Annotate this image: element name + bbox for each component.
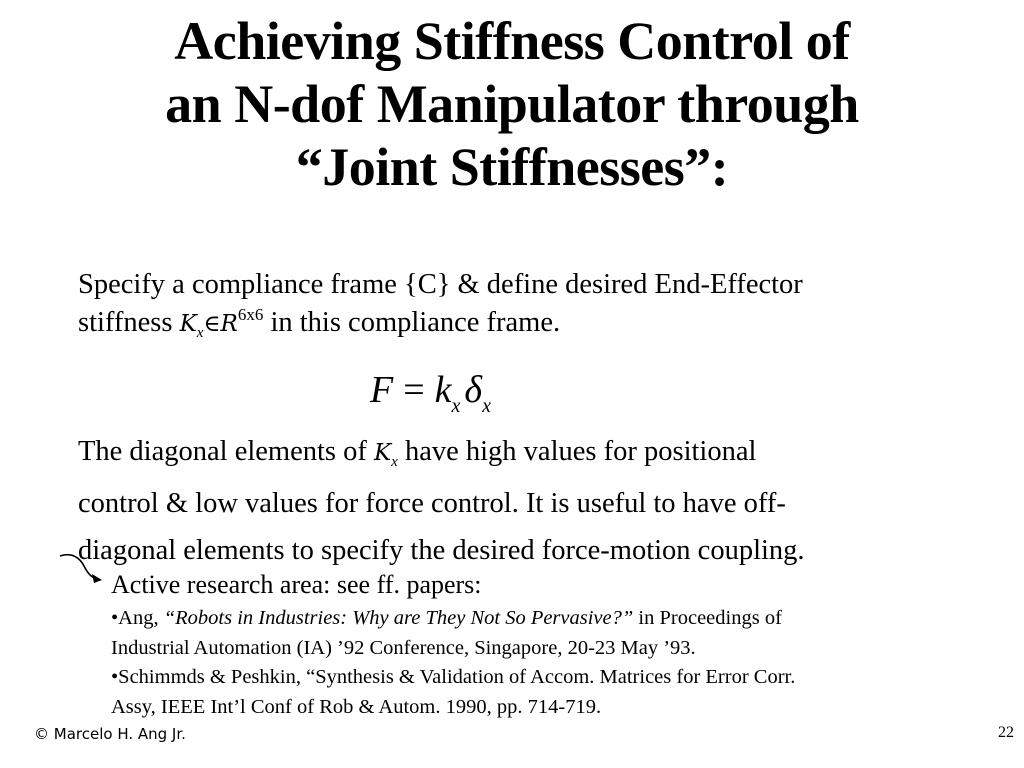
- research-heading: Active research area: see ff. papers:: [111, 570, 482, 599]
- title-line-2: an N-dof Manipulator through: [165, 74, 859, 134]
- reference-1-title: “Robots in Industries: Why are They Not So Pervasive?”: [163, 607, 634, 629]
- intro-paragraph: [78, 266, 803, 346]
- stiffness-symbol: K: [373, 440, 392, 466]
- intro-line-2-prefix: stiffness: [78, 307, 180, 338]
- diagonal-line-1-prefix: The diagonal elements of: [78, 436, 374, 467]
- real-space-dimension: 6x6: [237, 305, 264, 324]
- intro-line-1: Specify a compliance frame {C} & define desired End-Effector: [78, 269, 803, 300]
- reference-1-author: •Ang,: [111, 607, 164, 629]
- element-of-symbol: ∈: [203, 311, 221, 337]
- diagonal-line-1-suffix: have high values for positional: [397, 436, 757, 467]
- slide-title: [0, 10, 1024, 199]
- page-number: 22: [998, 724, 1014, 741]
- reference-1-line-2: Industrial Automation (IA) ’92 Conference, Singapore, 20-23 May ’93.: [111, 636, 696, 659]
- real-space-symbol: R: [220, 311, 238, 337]
- stiffness-symbol: K: [179, 311, 197, 337]
- research-section: [111, 566, 795, 722]
- reference-2-line-1: •Schimmds & Peshkin, “Synthesis & Validation of Accom. Matrices for Error Corr.: [111, 666, 796, 688]
- force-symbol: F: [370, 369, 394, 411]
- k-subscript: x: [451, 395, 461, 417]
- stiffness-subscript: x: [196, 325, 204, 341]
- stiffness-equation: [370, 368, 491, 417]
- stiffness-subscript: x: [391, 454, 398, 470]
- curved-arrow-icon: [58, 548, 108, 588]
- copyright-footer: © Marcelo H. Ang Jr.: [34, 725, 186, 743]
- reference-1-line-1: [111, 604, 795, 634]
- intro-line-2-suffix: in this compliance frame.: [263, 307, 561, 338]
- reference-2-line-2: Assy, IEEE Int’l Conf of Rob & Autom. 1990, pp. 714-719.: [111, 695, 602, 718]
- equals-sign: =: [403, 369, 425, 411]
- delta-subscript: x: [482, 395, 491, 417]
- intro-line-2: [78, 304, 803, 346]
- delta-symbol: δ: [464, 369, 483, 411]
- k-symbol: k: [434, 369, 452, 411]
- diagonal-line-3: diagonal elements to specify the desired force-motion coupling.: [78, 535, 805, 566]
- diagonal-line-2: control & low values for force control. It is useful to have off-: [78, 488, 786, 519]
- title-line-3: “Joint Stiffnesses”:: [295, 137, 729, 197]
- title-line-1: Achieving Stiffness Control of: [174, 11, 850, 71]
- diagonal-paragraph: [78, 428, 805, 574]
- reference-1-venue: in Proceedings of: [633, 607, 782, 629]
- diagonal-line-1: [78, 428, 805, 480]
